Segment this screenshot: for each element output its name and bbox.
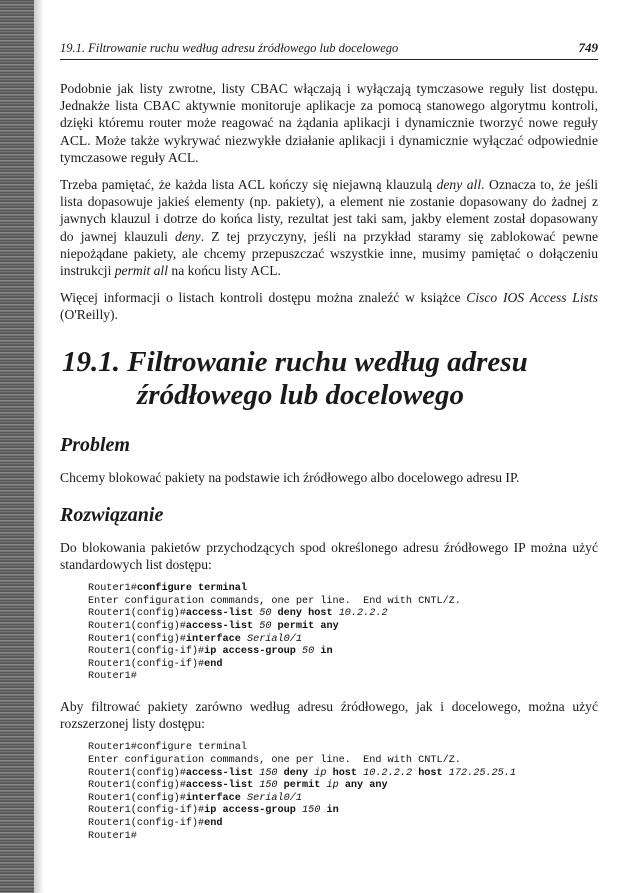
code-text: 150 — [259, 780, 278, 792]
code-text: Router1(config-if)# — [88, 817, 205, 829]
section-title-line-1: 19.1. Filtrowanie ruchu według adresu — [62, 345, 528, 378]
text-run: (O'Reilly). — [60, 307, 118, 323]
problem-text: Chcemy blokować pakiety na podstawie ich źródłowego albo docelowego adresu IP. — [60, 469, 520, 485]
solution-heading: Rozwiązanie — [60, 503, 164, 526]
code-text: Router1(config)# — [88, 780, 186, 792]
code-text: permit any — [271, 621, 339, 633]
code-text: ip — [326, 780, 339, 792]
code-text: end — [204, 817, 223, 829]
code-text: Router1# — [88, 671, 137, 683]
code-text: in — [320, 805, 339, 817]
code-text: deny host — [271, 608, 339, 620]
code-text: ip access-group — [204, 805, 302, 817]
text-run: Więcej informacji o listach kontroli dostępu można znaleźć w książce — [60, 290, 467, 306]
code-text: Router1# — [88, 830, 137, 842]
code-text: 10.2.2.2 — [363, 767, 413, 779]
section-title-line-2: źródłowego lub docelowego — [137, 378, 465, 411]
code-text: any any — [338, 780, 388, 792]
code-text: access-list — [185, 621, 260, 633]
code-text: access-list — [185, 780, 260, 792]
code-text: access-list — [185, 608, 260, 620]
paragraph-deny-all — [60, 176, 598, 279]
code-text: 50 — [259, 608, 272, 620]
code-text: Router1(config)# — [88, 792, 186, 804]
code-text: Serial0/1 — [246, 792, 302, 804]
code-text: Router1# — [88, 583, 137, 595]
code-text: Router1(config)# — [88, 621, 186, 633]
code-text: Enter configuration commands, one per line. End with CNTL/Z. — [88, 595, 461, 607]
code-text: Router1(config)# — [88, 767, 186, 779]
text-run: . Oznacza to, że jeśli lista dopasowuje jakieś elementy (np. pakiety), a element nie zostanie dopasowany do żadnej z jawnych klauzul i dotrze do końca listy, rezultat jest taki sam, jakby element został dopasowany do jawnej klauzuli — [60, 177, 599, 244]
code-text: ip access-group — [204, 646, 302, 658]
code-text: interface — [185, 792, 247, 804]
code-text: Enter configuration commands, one per line. End with CNTL/Z. — [88, 755, 461, 766]
page-number: 749 — [578, 40, 598, 55]
code-text: in — [314, 646, 333, 658]
emphasis-deny: deny — [175, 228, 201, 244]
emphasis-permit-all: permit all — [114, 263, 168, 279]
code-text: Router1(config)# — [88, 633, 186, 645]
code-text: access-list — [185, 767, 260, 779]
section-title — [60, 346, 598, 412]
code-text: end — [204, 658, 223, 670]
code-text: deny — [277, 767, 315, 779]
text-run: na końcu listy ACL. — [168, 263, 281, 279]
code-text: Router1#configure terminal — [88, 742, 247, 754]
code-text: Router1(config)# — [88, 608, 186, 620]
code-text: 50 — [259, 621, 272, 633]
text-run: . Z tej przyczyny, jeśli na przykład staramy się zablokować pewne niepożądane pakiety, ale chcemy przepuszczać wszystkie inne, musimy pamiętać o dołączeniu instrukcji — [60, 228, 598, 279]
code-text: 150 — [302, 805, 321, 817]
code-text: 150 — [259, 767, 278, 779]
solution-intro-standard: Do blokowania pakietów przychodzących spod określonego adresu źródłowego IP można użyć standardowych list dostępu: — [60, 539, 598, 573]
running-title: 19.1. Filtrowanie ruchu według adresu źródłowego lub docelowego — [60, 41, 399, 55]
scanned-binding-edge — [0, 0, 34, 893]
book-title: Cisco IOS Access Lists — [466, 290, 598, 306]
code-text: interface — [185, 633, 247, 645]
solution-intro-extended: Aby filtrować pakiety zarówno według adresu źródłowego, jak i docelowego, można użyć rozszerzonej listy dostępu: — [60, 699, 598, 732]
code-block-extended-acl — [88, 742, 598, 843]
book-page — [60, 40, 598, 857]
code-text: host — [326, 767, 364, 779]
code-text: Serial0/1 — [246, 633, 302, 645]
code-text: Router1(config-if)# — [88, 658, 205, 670]
problem-heading: Problem — [60, 433, 130, 456]
code-block-standard-acl — [88, 583, 598, 684]
running-header — [60, 40, 598, 60]
code-text: ip — [314, 767, 327, 779]
code-text: permit — [277, 780, 327, 792]
code-text: Router1(config-if)# — [88, 805, 205, 817]
paragraph-cbac: Podobnie jak listy zwrotne, listy CBAC włączają i wyłączają tymczasowe reguły list dostępu. Jednakże lista CBAC aktywnie monitoruje aplikacje za pomocą stanowego algorytmu kontroli, dzięki któremu router może reagować na żądania aplikacji i dynamicznie tworzyć nowe reguły ACL. Może także wykrywać niezwykłe działanie aplikacji i dynamicznie wyłączać odpowiednie tymczasowe reguły ACL. — [60, 81, 598, 165]
code-text: host — [412, 767, 449, 779]
code-text: 50 — [302, 646, 315, 658]
code-text: 10.2.2.2 — [338, 608, 388, 620]
code-text: configure terminal — [136, 583, 247, 595]
code-text: Router1(config-if)# — [88, 646, 205, 658]
emphasis-deny-all: deny all — [436, 177, 482, 193]
text-run: Trzeba pamiętać, że każda lista ACL kończy się niejawną klauzulą — [60, 177, 437, 193]
paragraph-more-info — [60, 289, 598, 323]
code-text: 172.25.25.1 — [448, 767, 517, 779]
